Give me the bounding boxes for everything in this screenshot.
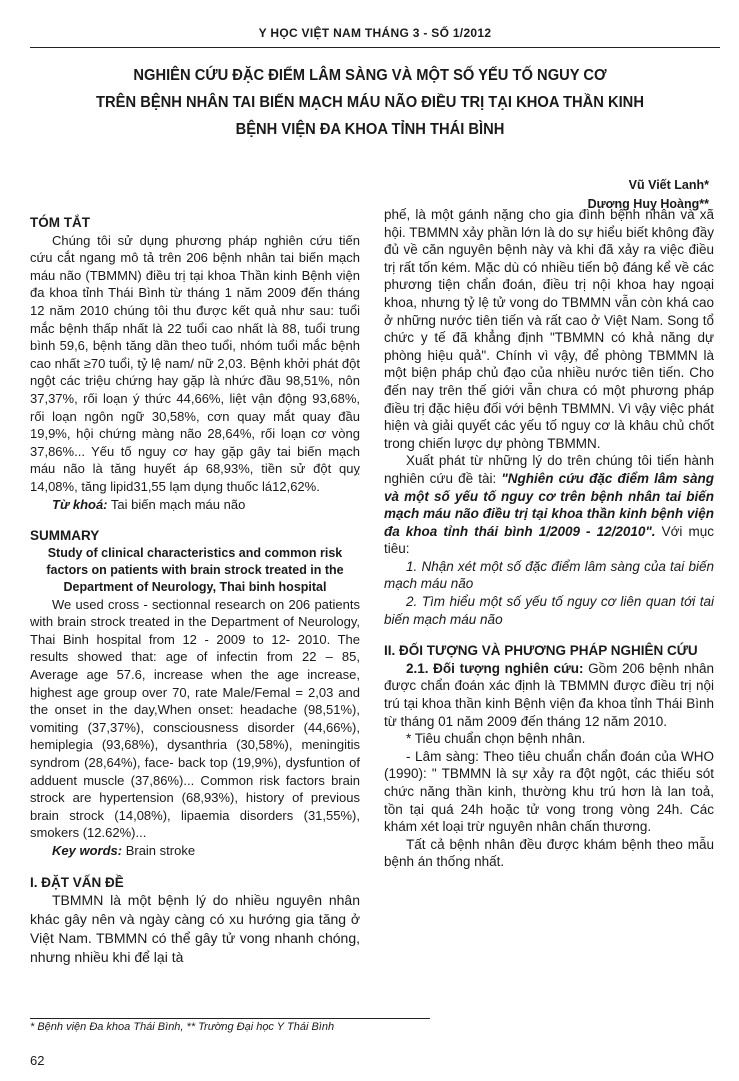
clinical-criteria: - Lâm sàng: Theo tiêu chuẩn chẩn đoán của WHO (1990): " TBMMN là sự xảy ra đột ngột, các thiếu sót chức năng thần kinh, thường khu trú hơn là lan toả, tồn tại quá 24h hoặc tử vong trong vòng 24h. Các khám xét loại trừ nguyên nhân chấn thương. — [384, 748, 714, 835]
section-1-body: TBMMN là một bệnh lý do nhiều nguyên nhân khác gây nên và ngày càng có xu hướng gia tăng ở Việt Nam. TBMMN có thể gây tử vong nhanh chóng, nhưng nhiều khi để lại tà — [30, 892, 360, 966]
title-line-1: NGHIÊN CỨU ĐẶC ĐIỂM LÂM SÀNG VÀ MỘT SỐ YẾU TỐ NGUY CƠ — [133, 67, 607, 84]
intro-lead: Xuất phát từ những lý do trên chúng tôi tiến hành nghiên cứu đề tài: — [384, 453, 714, 486]
page-number: 62 — [30, 1053, 45, 1068]
left-column — [30, 214, 360, 967]
title-line-2: TRÊN BỆNH NHÂN TAI BIẾN MẠCH MÁU NÃO ĐIỀU TRỊ TẠI KHOA THẦN KINH — [96, 94, 644, 111]
journal-header: Y HỌC VIỆT NAM THÁNG 3 - SỐ 1/2012 — [258, 26, 492, 40]
affiliation-footnote: * Bệnh viện Đa khoa Thái Bình, ** Trường Đại học Y Thái Bình — [30, 1021, 335, 1033]
author-2: Dương Huy Hoàng** — [587, 197, 709, 211]
keywords-label: Từ khoá: — [52, 496, 108, 512]
subjects-paragraph — [384, 660, 714, 730]
summary-keywords-value: Brain stroke — [122, 843, 196, 858]
intro-paragraph-2 — [384, 452, 714, 558]
section-2-heading: II. ĐỐI TƯỢNG VÀ PHƯƠNG PHÁP NGHIÊN CỨU — [384, 643, 698, 659]
author-1: Vũ Viết Lanh* — [628, 178, 709, 192]
summary-keywords-label: Key words: — [52, 843, 123, 858]
article-title — [66, 62, 673, 143]
abstract-body: Chúng tôi sử dụng phương pháp nghiên cứu tiến cứu cắt ngang mô tả trên 206 bệnh nhân tai biến mạch máu não (TBMMN) điều trị tại khoa Thần kinh Bệnh viện đa khoa tỉnh Thái Bình từ tháng 1 năm 2009 đến tháng 12 năm 2010 chúng tôi thu được kết quả như sau: tuổi mắc bệnh thấp nhất là 22 tuổi cao nhất là 88, tuổi trung bình 59,6, bệnh tăng dần theo tuổi, nhóm tuổi mắc bệnh cao nhất ≥70 tuổi, tỷ lệ nam/ nữ 2,03. Bệnh khởi phát đột ngột các triệu chứng hay gặp là nhức đầu 98,51%, nôn 37,37%, rối loạn ý thức 44,66%, liệt vận động 93,68%, rối loạn ngôn ngữ 30,58%, cơn quay mắt quay đầu 19,9%, hội chứng màng não 28,64%, rối loạn cơ vòng 37,86%... Yếu tố nguy cơ hay gặp gây tai biến mạch máu não là tăng huyết áp 68,93%, tiền sử đột quỵ 14,08%, tăng lipid31,55 lạm dụng thuốc lá12,62%. — [30, 232, 360, 494]
summary-keywords — [30, 842, 360, 860]
study-title-quote: "Nghiên cứu đặc điểm lâm sàng và một số yếu tố nguy cơ trên bệnh nhân tai biến mạch máu não điều trị tại khoa thần kinh bệnh viện đa khoa tỉnh thái bình 1/2009 - 12/2010". — [384, 470, 714, 539]
header-divider — [30, 47, 720, 48]
summary-body: We used cross - sectionnal research on 206 patients with brain strock treated in the Department of Neurology, Thai Binh hospital from 12 - 2009 to 12- 2010. The results showed that: age of infectin from 22 – 85, Average age 57.6, increase when the age increase, highest age group over 70, rate Male/Femal = 2,03 and the onset in the day,When onset: headache (98,51%), vomiting (37,37%), consciousness disorder (44,66%), hemiplegia (93,68%), dysanthria (30,58%), meningitis syndrom (28,64%), face- back top (19,9%), dysfuntion of adduent muscle (37,86%)... Common risk factors brain strock are hypertension (68,93%), history of previous brain strock (14,08%), lipaemia disorders (31,55%), smokers (12.62%)... — [30, 596, 360, 841]
section-1-heading: I. ĐẶT VẤN ĐỀ — [30, 874, 124, 890]
summary-heading: SUMMARY — [30, 528, 100, 544]
subjects-body: Gồm 206 bệnh nhân được chẩn đoán xác định là TBMMN được điều trị nội trú tại khoa thần kinh Bệnh viện đa khoa tỉnh Thái Bình từ tháng 01 năm 2009 đến tháng 12 năm 2010. — [384, 660, 714, 729]
objective-2: 2. Tìm hiểu một số yếu tố nguy cơ liên quan tới tai biến mạch máu não — [384, 594, 714, 627]
intro-tail: Với mục tiêu: — [384, 523, 714, 557]
examination-note: Tất cả bệnh nhân đều được khám bệnh theo mẫu bệnh án thống nhất. — [384, 836, 714, 870]
abstract-keywords — [30, 496, 360, 514]
intro-paragraph-1: phế, là một gánh nặng cho gia đình bệnh nhân và xã hội. TBMMN xảy phần lớn là do sự hiểu biết không đầy đủ về căn nguyên bệnh này và khi đã xảy ra việc điều trị rất tốn kém. Mặc dù có nhiều tiến bộ đáng kể về các phương tiện chẩn đoán, điều trị nội khoa hay ngoại khoa, nhưng tỷ lệ tử vong do TBMMN vẫn còn khá cao ở những nước tiên tiến và rất cao ở Việt Nam. Song tổ chức y tế đã khẳng định "TBMMN có khả năng dự phòng hiệu quả". Chính vì vậy, để phòng TBMMN là một biện pháp chủ đạo của nhiều nước tiên tiến. Cho đến nay trên thế giới vẫn chưa có một phương pháp điều trị đặc hiệu đối với bệnh TBMMN. Vì vậy việc phát hiện và giải quyết các yếu tố nguy cơ là khâu chủ chốt trong chiến lược dự phòng TBMMN. — [384, 207, 714, 451]
objective-1: 1. Nhận xét một số đặc điểm lâm sàng của tai biến mạch máu não — [384, 558, 714, 592]
title-line-3: BỆNH VIỆN ĐA KHOA TỈNH THÁI BÌNH — [235, 121, 505, 138]
right-column — [384, 206, 714, 871]
keywords-value: Tai biến mạch máu não — [107, 496, 246, 512]
selection-criteria: * Tiêu chuẩn chọn bệnh nhân. — [406, 731, 586, 747]
abstract-heading: TÓM TẮT — [30, 215, 90, 230]
subjects-label: 2.1. Đối tượng nghiên cứu: — [406, 660, 584, 676]
footnote-divider — [30, 1018, 430, 1019]
summary-title: Study of clinical characteristics and common risk factors on patients with brain strock treated in the Department of Neurology, Thai binh hospital — [46, 545, 344, 594]
